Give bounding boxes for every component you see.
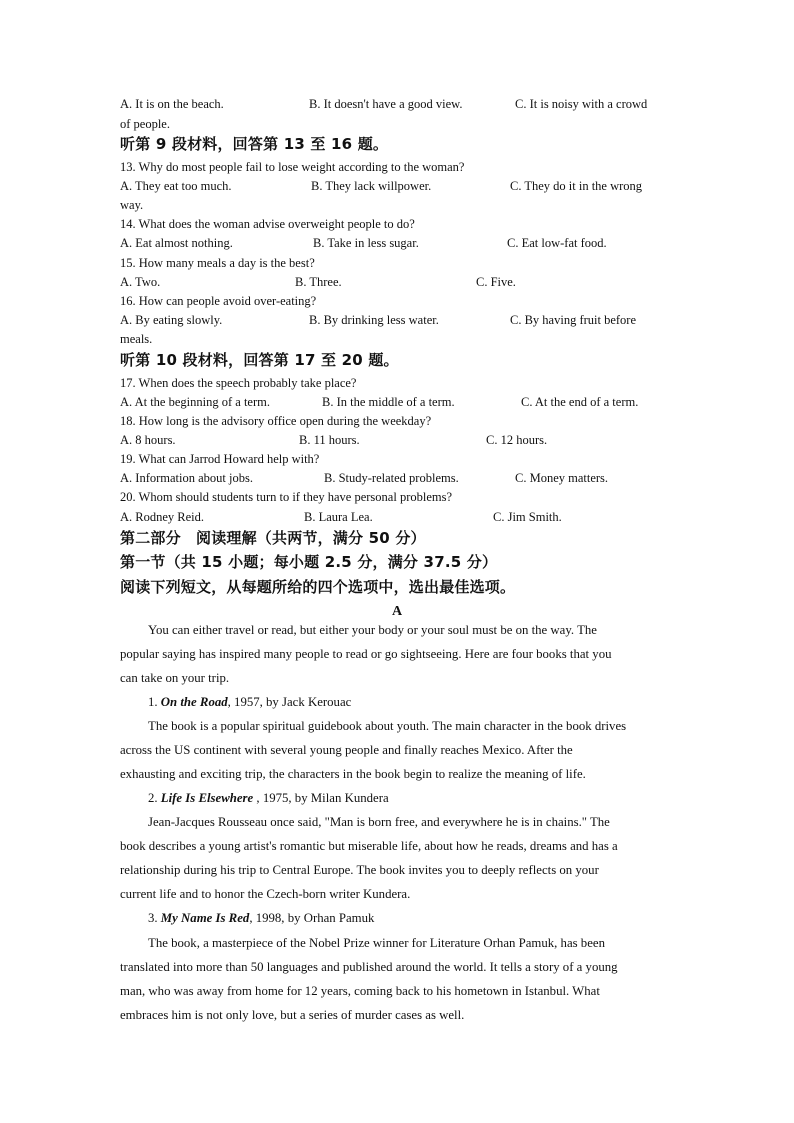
passage-line: translated into more than 50 languages and published around the world. It tells a story of a young: [120, 960, 618, 974]
part2-instruction: 阅读下列短文，从每题所给的四个选项中，选出最佳选项。: [120, 578, 516, 596]
part2-heading: 第二部分 阅读理解（共两节，满分 50 分）: [120, 529, 426, 547]
q18-stem: 18. How long is the advisory office open during the weekday?: [120, 414, 432, 428]
book-title: Life Is Elsewhere: [160, 791, 254, 805]
q12-option-c-cont: of people.: [120, 117, 170, 131]
book-meta: , 1998, by Orhan Pamuk: [249, 911, 375, 925]
q12-option-c: C. It is noisy with a crowd: [515, 97, 648, 111]
q19-option-b: B. Study-related problems.: [324, 471, 459, 485]
passage-line: across the US continent with several young people and finally reaches Mexico. After the: [120, 743, 573, 757]
q17-option-a: A. At the beginning of a term.: [120, 395, 270, 409]
q12-option-b: B. It doesn't have a good view.: [309, 97, 463, 111]
section-9-heading: 听第 9 段材料，回答第 13 至 16 题。: [120, 135, 389, 153]
q19-option-c: C. Money matters.: [515, 471, 609, 485]
passage-line: current life and to honor the Czech-born writer Kundera.: [120, 887, 411, 901]
q20-option-a: A. Rodney Reid.: [120, 510, 205, 524]
passage-line: The book is a popular spiritual guidebook about youth. The main character in the book drives: [148, 719, 627, 733]
passage-line: The book, a masterpiece of the Nobel Prize winner for Literature Orhan Pamuk, has been: [148, 936, 605, 950]
q15-option-b: B. Three.: [295, 275, 342, 289]
book-number: 3.: [148, 911, 161, 925]
passage-line: Jean-Jacques Rousseau once said, "Man is born free, and everywhere he is in chains." The: [148, 815, 610, 829]
q14-option-c: C. Eat low-fat food.: [507, 236, 607, 250]
book-3-heading: [148, 910, 374, 926]
book-title: My Name Is Red: [160, 911, 250, 925]
q15-option-c: C. Five.: [476, 275, 516, 289]
book-number: 2.: [148, 791, 161, 805]
book-2-heading: [148, 790, 389, 806]
q19-stem: 19. What can Jarrod Howard help with?: [120, 452, 320, 466]
passage-line: You can either travel or read, but either your body or your soul must be on the way. The: [148, 623, 597, 637]
q20-option-b: B. Laura Lea.: [304, 510, 373, 524]
q19-option-a: A. Information about jobs.: [120, 471, 253, 485]
q17-option-b: B. In the middle of a term.: [322, 395, 455, 409]
q13-option-a: A. They eat too much.: [120, 179, 232, 193]
passage-line: book describes a young artist's romantic but miserable life, about how he reads, dreams and has a: [120, 839, 618, 853]
q13-option-b: B. They lack willpower.: [311, 179, 432, 193]
q17-option-c: C. At the end of a term.: [521, 395, 639, 409]
book-number: 1.: [148, 695, 161, 709]
passage-line: exhausting and exciting trip, the characters in the book begin to realize the meaning of life.: [120, 767, 586, 781]
q15-stem: 15. How many meals a day is the best?: [120, 256, 315, 270]
q18-option-b: B. 11 hours.: [299, 433, 360, 447]
q16-option-a: A. By eating slowly.: [120, 313, 223, 327]
q14-stem: 14. What does the woman advise overweight people to do?: [120, 217, 415, 231]
q16-option-c: C. By having fruit before: [510, 313, 637, 327]
passage-a-label: A: [391, 604, 403, 619]
book-meta: , 1975, by Milan Kundera: [253, 791, 389, 805]
section-10-heading: 听第 10 段材料，回答第 17 至 20 题。: [120, 351, 399, 369]
q13-stem: 13. Why do most people fail to lose weight according to the woman?: [120, 160, 465, 174]
q20-option-c: C. Jim Smith.: [493, 510, 562, 524]
q12-option-a: A. It is on the beach.: [120, 97, 224, 111]
q16-stem: 16. How can people avoid over-eating?: [120, 294, 317, 308]
passage-line: relationship during his trip to Central Europe. The book invites you to deeply reflects on your: [120, 863, 599, 877]
q17-stem: 17. When does the speech probably take place?: [120, 376, 357, 390]
q15-option-a: A. Two.: [120, 275, 161, 289]
part2-section1-heading: 第一节（共 15 小题；每小题 2.5 分，满分 37.5 分）: [120, 553, 498, 571]
book-title: On the Road: [160, 695, 228, 709]
q18-option-c: C. 12 hours.: [486, 433, 548, 447]
passage-line: man, who was away from home for 12 years, coming back to his hometown in Istanbul. What: [120, 984, 600, 998]
passage-line: can take on your trip.: [120, 671, 230, 685]
q16-option-b: B. By drinking less water.: [309, 313, 439, 327]
q13-option-c-cont: way.: [120, 198, 144, 212]
book-1-heading: [148, 694, 351, 710]
passage-line: popular saying has inspired many people to read or go sightseeing. Here are four books that you: [120, 647, 612, 661]
q13-option-c: C. They do it in the wrong: [510, 179, 643, 193]
q14-option-a: A. Eat almost nothing.: [120, 236, 233, 250]
passage-line: embraces him is not only love, but a series of murder cases as well.: [120, 1008, 465, 1022]
q20-stem: 20. Whom should students turn to if they have personal problems?: [120, 490, 453, 504]
q18-option-a: A. 8 hours.: [120, 433, 176, 447]
q14-option-b: B. Take in less sugar.: [313, 236, 419, 250]
book-meta: , 1957, by Jack Kerouac: [227, 695, 352, 709]
q16-option-c-cont: meals.: [120, 332, 153, 346]
